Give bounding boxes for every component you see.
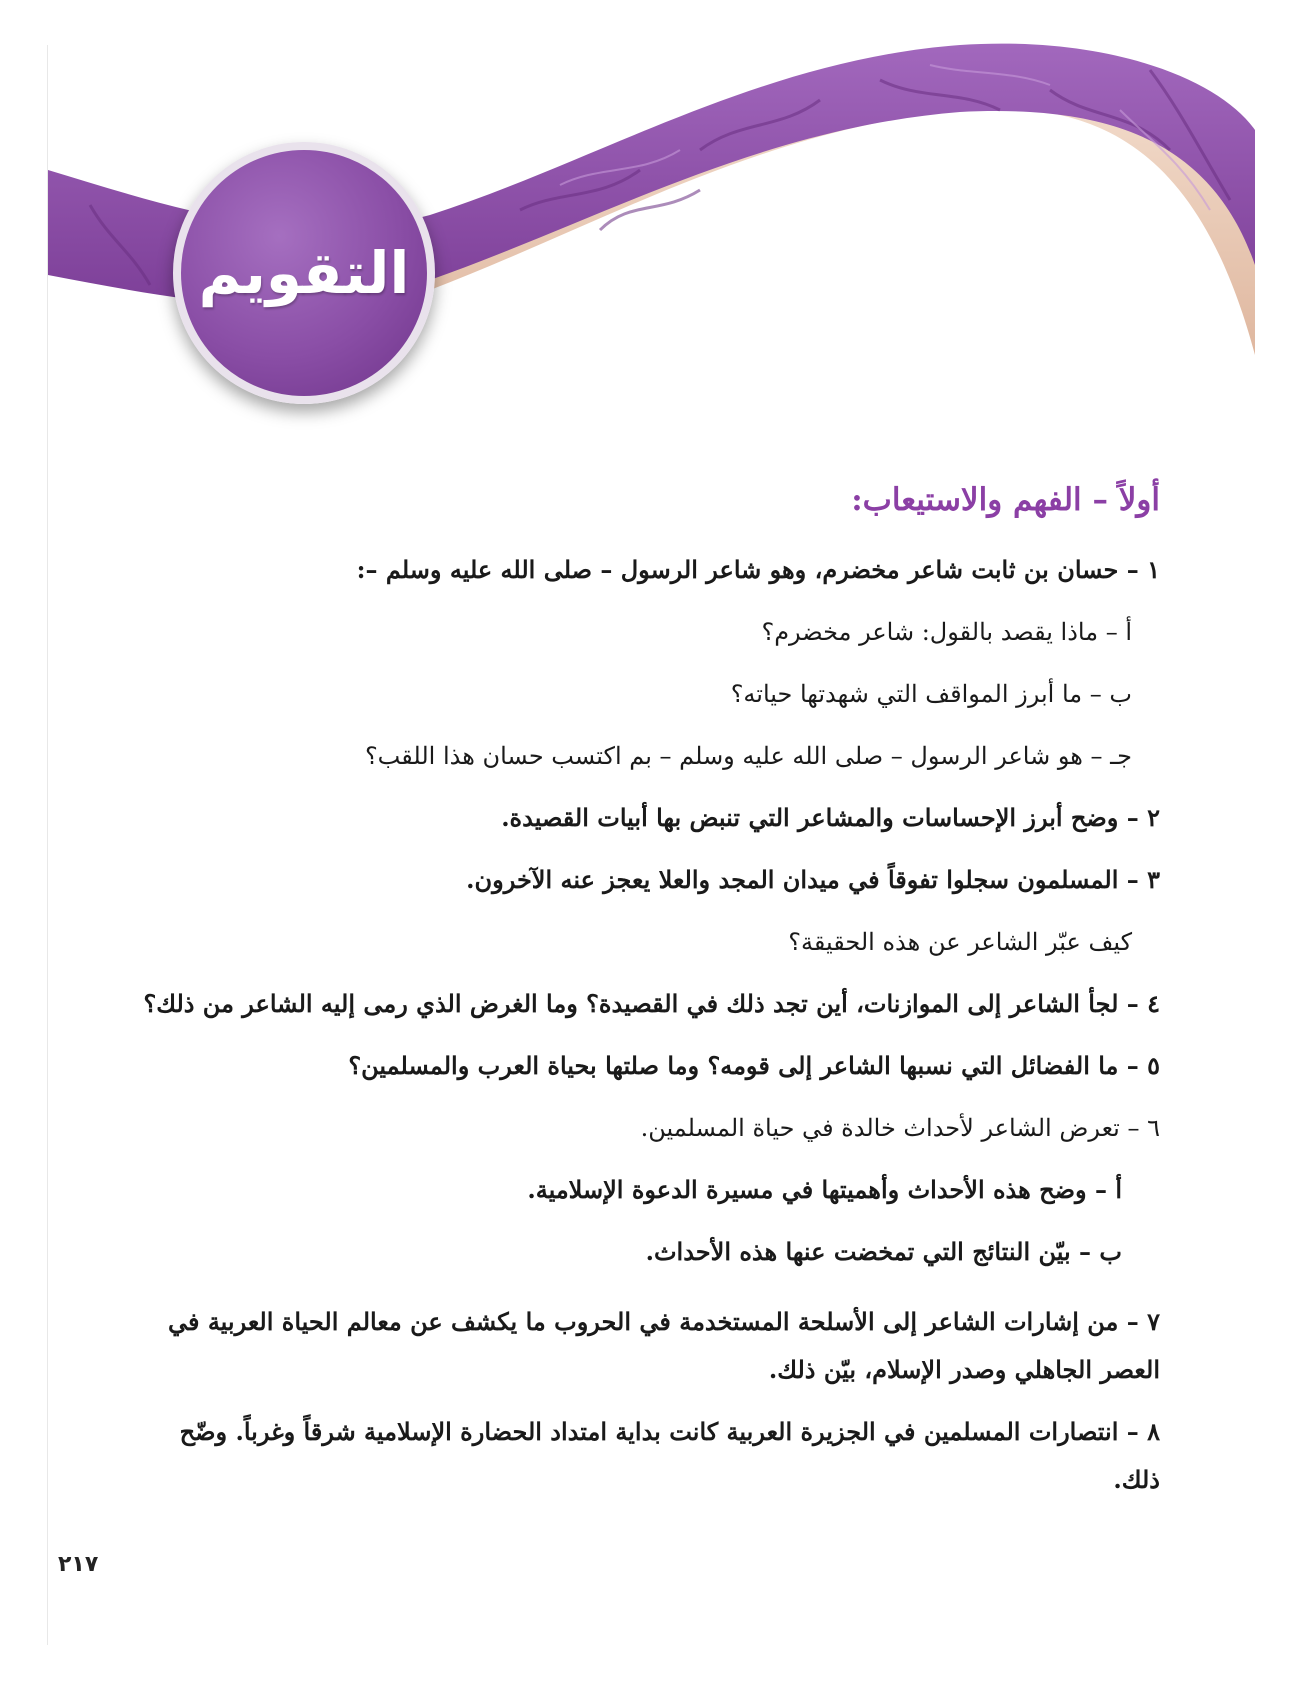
page-number: ٢١٧: [58, 1552, 99, 1577]
question-8: ٨ – انتصارات المسلمين في الجزيرة العربية كانت بداية امتداد الحضارة الإسلامية شرقاً وغرباً. وضّح ذلك.: [179, 1417, 1160, 1494]
question-6b: ب – بيّن النتائج التي تمخضت عنها هذه الأحداث.: [645, 1237, 1122, 1266]
page-title: التقويم: [198, 239, 410, 307]
title-badge: [173, 142, 435, 404]
question-1b: ب – ما أبرز المواقف التي شهدتها حياته؟: [730, 680, 1132, 708]
question-6a: أ – وضح هذه الأحداث وأهميتها في مسيرة الدعوة الإسلامية.: [527, 1175, 1122, 1204]
question-1a: أ – ماذا يقصد بالقول: شاعر مخضرم؟: [761, 618, 1132, 646]
question-3: ٣ – المسلمون سجلوا تفوقاً في ميدان المجد والعلا يعجز عنه الآخرون.: [466, 865, 1160, 894]
question-2: ٢ – وضح أبرز الإحساسات والمشاعر التي تنبض بها أبيات القصيدة.: [501, 803, 1160, 832]
question-3a: كيف عبّر الشاعر عن هذه الحقيقة؟: [788, 928, 1132, 956]
question-5: ٥ – ما الفضائل التي نسبها الشاعر إلى قومه؟ وما صلتها بحياة العرب والمسلمين؟: [348, 1051, 1160, 1080]
questions-section: [140, 480, 1160, 1518]
question-1: ١ – حسان بن ثابت شاعر مخضرم، وهو شاعر الرسول – صلى الله عليه وسلم –:: [356, 555, 1160, 584]
section-heading: أولاً – الفهم والاستيعاب:: [851, 482, 1160, 518]
question-4: ٤ – لجأ الشاعر إلى الموازنات، أين تجد ذلك في القصيدة؟ وما الغرض الذي رمى إليه الشاعر من ذلك؟: [143, 989, 1160, 1018]
question-1c: جـ – هو شاعر الرسول – صلى الله عليه وسلم – بم اكتسب حسان هذا اللقب؟: [364, 742, 1132, 770]
question-6: ٦ – تعرض الشاعر لأحداث خالدة في حياة المسلمين.: [640, 1114, 1160, 1142]
question-7: ٧ – من إشارات الشاعر إلى الأسلحة المستخدمة في الحروب ما يكشف عن معالم الحياة العربية في العصر الجاهلي وصدر الإسلام، بيّن ذلك.: [167, 1307, 1160, 1384]
